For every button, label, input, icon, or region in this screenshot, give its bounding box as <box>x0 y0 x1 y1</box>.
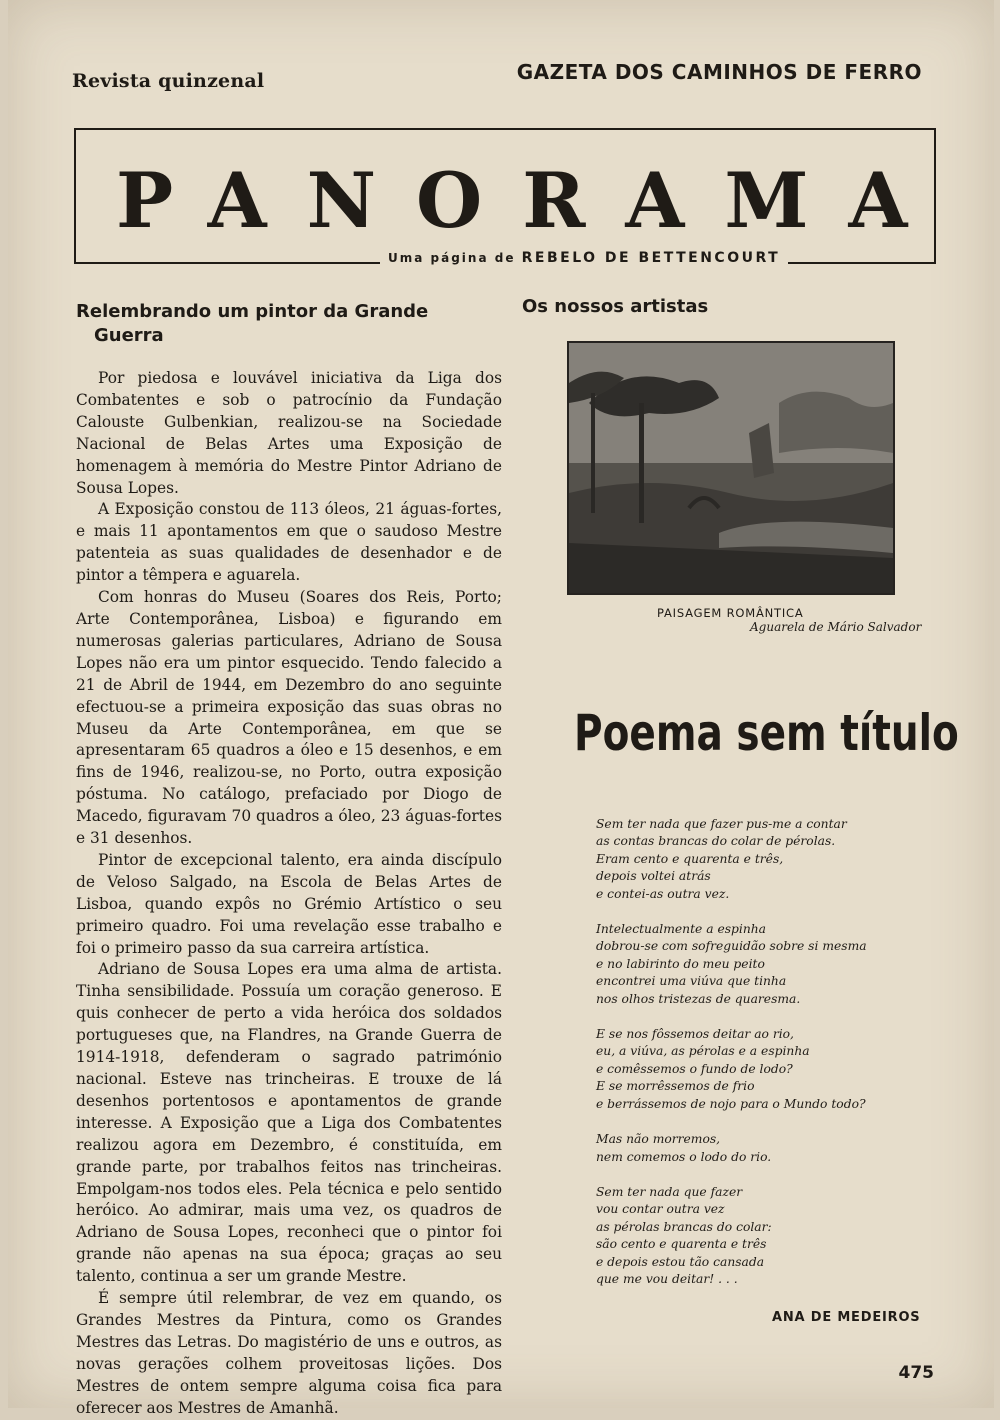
article-title <box>76 300 502 348</box>
byline-author: REBELO DE BETTENCOURT <box>521 250 781 266</box>
poem-body <box>596 816 936 1306</box>
poem-line: encontrei uma viúva que tinha <box>596 974 787 989</box>
poem-line: são cento e quarenta e três <box>596 1237 767 1252</box>
running-header-left: Revista quinzenal <box>72 70 265 92</box>
poem-line: e contei-as outra vez. <box>596 886 730 901</box>
poem-line: Sem ter nada que fazer pus-me a contar <box>596 817 847 831</box>
article-body <box>76 368 502 1420</box>
article-title-line-2: Guerra <box>94 325 164 346</box>
page-number: 475 <box>898 1363 934 1383</box>
article-paragraph: Por piedosa e louvável iniciativa da Liga dos Combatentes e sob o patrocínio da Fundação Calouste Gulbenkian, realizou-se na Sociedade Nacional de Belas Artes uma Exposição de homenagem à memória do Mestre Pintor Adriano de Sousa Lopes. <box>76 369 502 497</box>
poem-line: eu, a viúva, as pérolas e a espinha <box>596 1044 810 1059</box>
poem-line: as pérolas brancas do colar: <box>596 1219 772 1234</box>
running-header-right: GAZETA DOS CAMINHOS DE FERRO <box>516 60 922 84</box>
article-paragraph: É sempre útil relembrar, de vez em quando, os Grandes Mestres da Pintura, como os Grandes Mestres das Letras. Do magistério de uns e outros, as novas gerações colhem proveitosas lições. Dos Mestres de ontem sempre alguma coisa fica para oferecer aos Mestres de Amanhã. <box>76 1289 502 1417</box>
article-paragraph: A Exposição constou de 113 óleos, 21 águas-fortes, e mais 11 apontamentos em que o saudoso Mestre patenteia as suas qualidades de desenhador e de pintor a têmpera e aguarela. <box>76 500 502 585</box>
poem-author: ANA DE MEDEIROS <box>772 1310 921 1325</box>
poem-line: Eram cento e quarenta e três, <box>596 851 784 866</box>
poem-line: E se morrêssemos de frio <box>596 1079 755 1094</box>
painting-caption-credit: Aguarela de Mário Salvador <box>750 620 922 634</box>
poem-stanza <box>596 1131 936 1166</box>
article-paragraph: Com honras do Museu (Soares dos Reis, Porto; Arte Contemporânea, Lisboa) e figurando em numerosas galerias particulares, Adriano de Sousa Lopes não era um pintor esquecido. Tendo falecido a 21 de Abril de 1944, em Dezembro do ano seguinte efectuou-se a primeira exposição das suas obras no Museu da Arte Contemporânea, em que se apresentaram 65 quadros a óleo e 15 desenhos, e em fins de 1946, realizou-se, no Porto, outra exposição póstuma. No catálogo, prefaciado por Diogo de Macedo, figuravam 70 quadros a óleo, 23 águas-fortes e 31 desenhos. <box>76 588 502 848</box>
poem-line: Mas não morremos, <box>596 1132 721 1147</box>
poem-line: nem comemos o lodo do rio. <box>596 1149 772 1164</box>
article-title-line-1: Relembrando um pintor da Grande <box>76 301 429 322</box>
poem-line: Intelectualmente a espinha <box>596 922 767 937</box>
article-paragraph: Pintor de excepcional talento, era ainda discípulo de Veloso Salgado, na Escola de Belas Artes de Lisboa, quando expôs no Grémio Artístico o seu primeiro quadro. Foi uma revelação esse trabalho e foi o primeiro passo da sua carreira artística. <box>76 850 502 957</box>
article-column <box>76 300 502 1420</box>
banner-title: PANORAMA <box>116 156 948 245</box>
byline-prefix: Uma página de <box>388 251 516 265</box>
poem-line: e comêssemos o fundo de lodo? <box>596 1061 793 1076</box>
poem-stanza <box>596 1184 936 1288</box>
poem-stanza <box>596 1026 936 1113</box>
poem-line: e no labirinto do meu peito <box>596 956 765 971</box>
poem-stanza <box>596 921 936 1008</box>
panorama-banner <box>74 128 948 264</box>
landscape-painting-image <box>567 341 895 595</box>
poem-line: E se nos fôssemos deitar ao rio, <box>596 1027 794 1042</box>
poem-line: depois voltei atrás <box>596 869 711 884</box>
poem-line: as contas brancas do colar de pérolas. <box>596 834 836 849</box>
poem-line: vou contar outra vez <box>596 1202 725 1217</box>
painting-caption-title: PAISAGEM ROMÂNTICA <box>657 606 804 620</box>
poem-stanza <box>596 816 936 903</box>
poem-line: dobrou-se com sofreguidão sobre si mesma <box>596 939 867 954</box>
poem-line: nos olhos tristezas de quaresma. <box>596 991 801 1006</box>
poem-line: Sem ter nada que fazer <box>596 1184 743 1199</box>
poem-line: e depois estou tão cansada <box>596 1254 765 1269</box>
right-column <box>522 296 959 1325</box>
magazine-page <box>8 0 994 1417</box>
poem-line: que me vou deitar! . . . <box>596 1271 738 1286</box>
banner-byline <box>380 250 788 266</box>
article-paragraph: Adriano de Sousa Lopes era uma alma de artista. Tinha sensibilidade. Possuía um coração generoso. E quis conhecer de perto a vida heróica dos soldados portugueses que, na Flandres, na Grande Guerra de 1914-1918, defenderam o sagrado património nacional. Esteve nas trincheiras. E trouxe de lá desenhos portentosos e apontamentos de grande interesse. A Exposição que a Liga dos Combatentes realizou agora em Dezembro, é constituída, em grande parte, por trabalhos feitos nas trincheiras. Empolgam-nos todos eles. Pela técnica e pelo sentido heróico. Ao admirar, mais uma vez, os quadros de Adriano de Sousa Lopes, reconheci que o pintor foi grande não apenas na sua época; graças ao seu talento, continua a ser um grande Mestre. <box>76 960 502 1286</box>
poem-title: Poema sem título <box>574 704 959 762</box>
section-heading: Os nossos artistas <box>522 296 709 317</box>
poem-line: e berrássemos de nojo para o Mundo todo? <box>596 1096 866 1111</box>
